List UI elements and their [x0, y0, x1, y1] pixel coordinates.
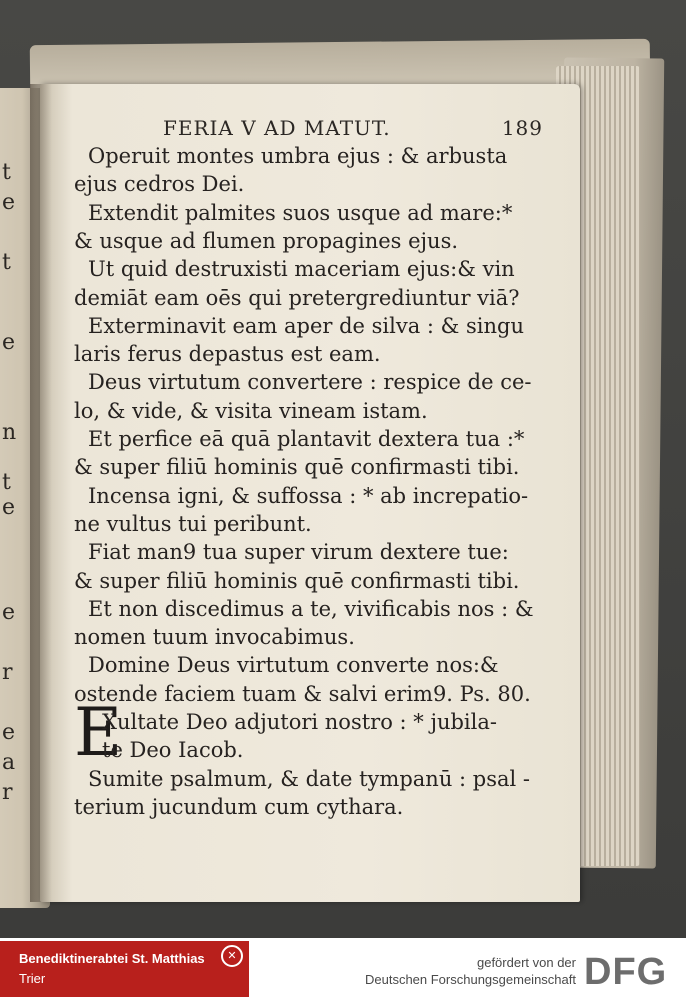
institution-city: Trier: [19, 971, 46, 986]
left-page-fragment: t: [2, 250, 11, 275]
left-page-fragment: r: [2, 780, 13, 805]
institution-logo-icon: ✕: [221, 945, 243, 967]
text-line: lo, & vide, & visita vineam istam.: [74, 398, 428, 423]
text-line: & usque ad flumen propagines ejus.: [74, 228, 459, 253]
institution-name: Benediktinerabtei St. Matthias: [19, 951, 205, 966]
left-page-fragment: e: [2, 495, 16, 520]
left-page-fragment: e: [2, 190, 16, 215]
left-page-fragment: a: [2, 750, 16, 775]
left-page-fragment: n: [2, 420, 17, 445]
text-line: ejus cedros Dei.: [74, 172, 245, 197]
text-line: Domine Deus virtutum converte nos:&: [88, 653, 499, 678]
text-line: Operuit montes umbra ejus : & arbusta: [88, 144, 508, 168]
left-page-fragment: e: [2, 720, 16, 745]
left-page-fragment: t: [2, 470, 11, 495]
text-line: Et perfice eā quā plantavit dextera tua :*: [88, 427, 525, 451]
text-line: Incensa igni, & suffossa : * ab increpatio-: [88, 483, 529, 508]
text-line: Xultate Deo adjutori nostro : * jubila-: [102, 710, 497, 734]
funding-line-1: gefördert von der: [476, 955, 576, 970]
text-line: Fiat man9 tua super virum dextere tue:: [88, 540, 509, 565]
left-page-fragment: r: [2, 660, 13, 685]
text-line: Extendit palmites suos usque ad mare:*: [88, 200, 513, 225]
text-line: ostende faciem tuam & salvi erim9. Ps. 80.: [74, 681, 531, 706]
text-line: & super filiū hominis quē confirmasti tibi.: [74, 455, 520, 480]
text-line: laris ferus depastus est eam.: [74, 342, 381, 367]
running-head-title: FERIA V AD MATUT.: [163, 116, 391, 140]
text-line: terium jucundum cum cythara.: [74, 794, 404, 819]
left-page-fragment: e: [2, 330, 16, 355]
left-page-fragment: e: [2, 600, 16, 625]
text-line: Ut quid destruxisti maceriam ejus:& vin: [88, 257, 515, 282]
dfg-logo[interactable]: DFG: [584, 951, 668, 993]
page-number: 189: [501, 116, 543, 140]
text-line: & super filiū hominis quē confirmasti tibi.: [74, 568, 520, 593]
text-line: ne vultus tui peribunt.: [74, 511, 312, 536]
funding-line-2: Deutschen Forschungsgemeinschaft: [364, 972, 576, 987]
drop-cap: E: [74, 694, 123, 771]
left-page-fragment: t: [2, 160, 11, 185]
text-line: Deus virtutum convertere : respice de ce-: [88, 370, 532, 395]
text-line: Sumite psalmum, & date tympanū : psal -: [88, 766, 530, 791]
gutter-shadow: [30, 84, 52, 902]
text-line: demiāt eam oēs qui pretergrediuntur viā?: [74, 285, 520, 310]
institution-box[interactable]: [0, 941, 249, 997]
text-line: Et non discedimus a te, vivificabis nos : &: [88, 596, 534, 621]
text-line: te Deo Iacob.: [102, 738, 244, 763]
text-line: Exterminavit eam aper de silva : & singu: [88, 313, 525, 338]
text-line: nomen tuum invocabimus.: [74, 625, 355, 650]
